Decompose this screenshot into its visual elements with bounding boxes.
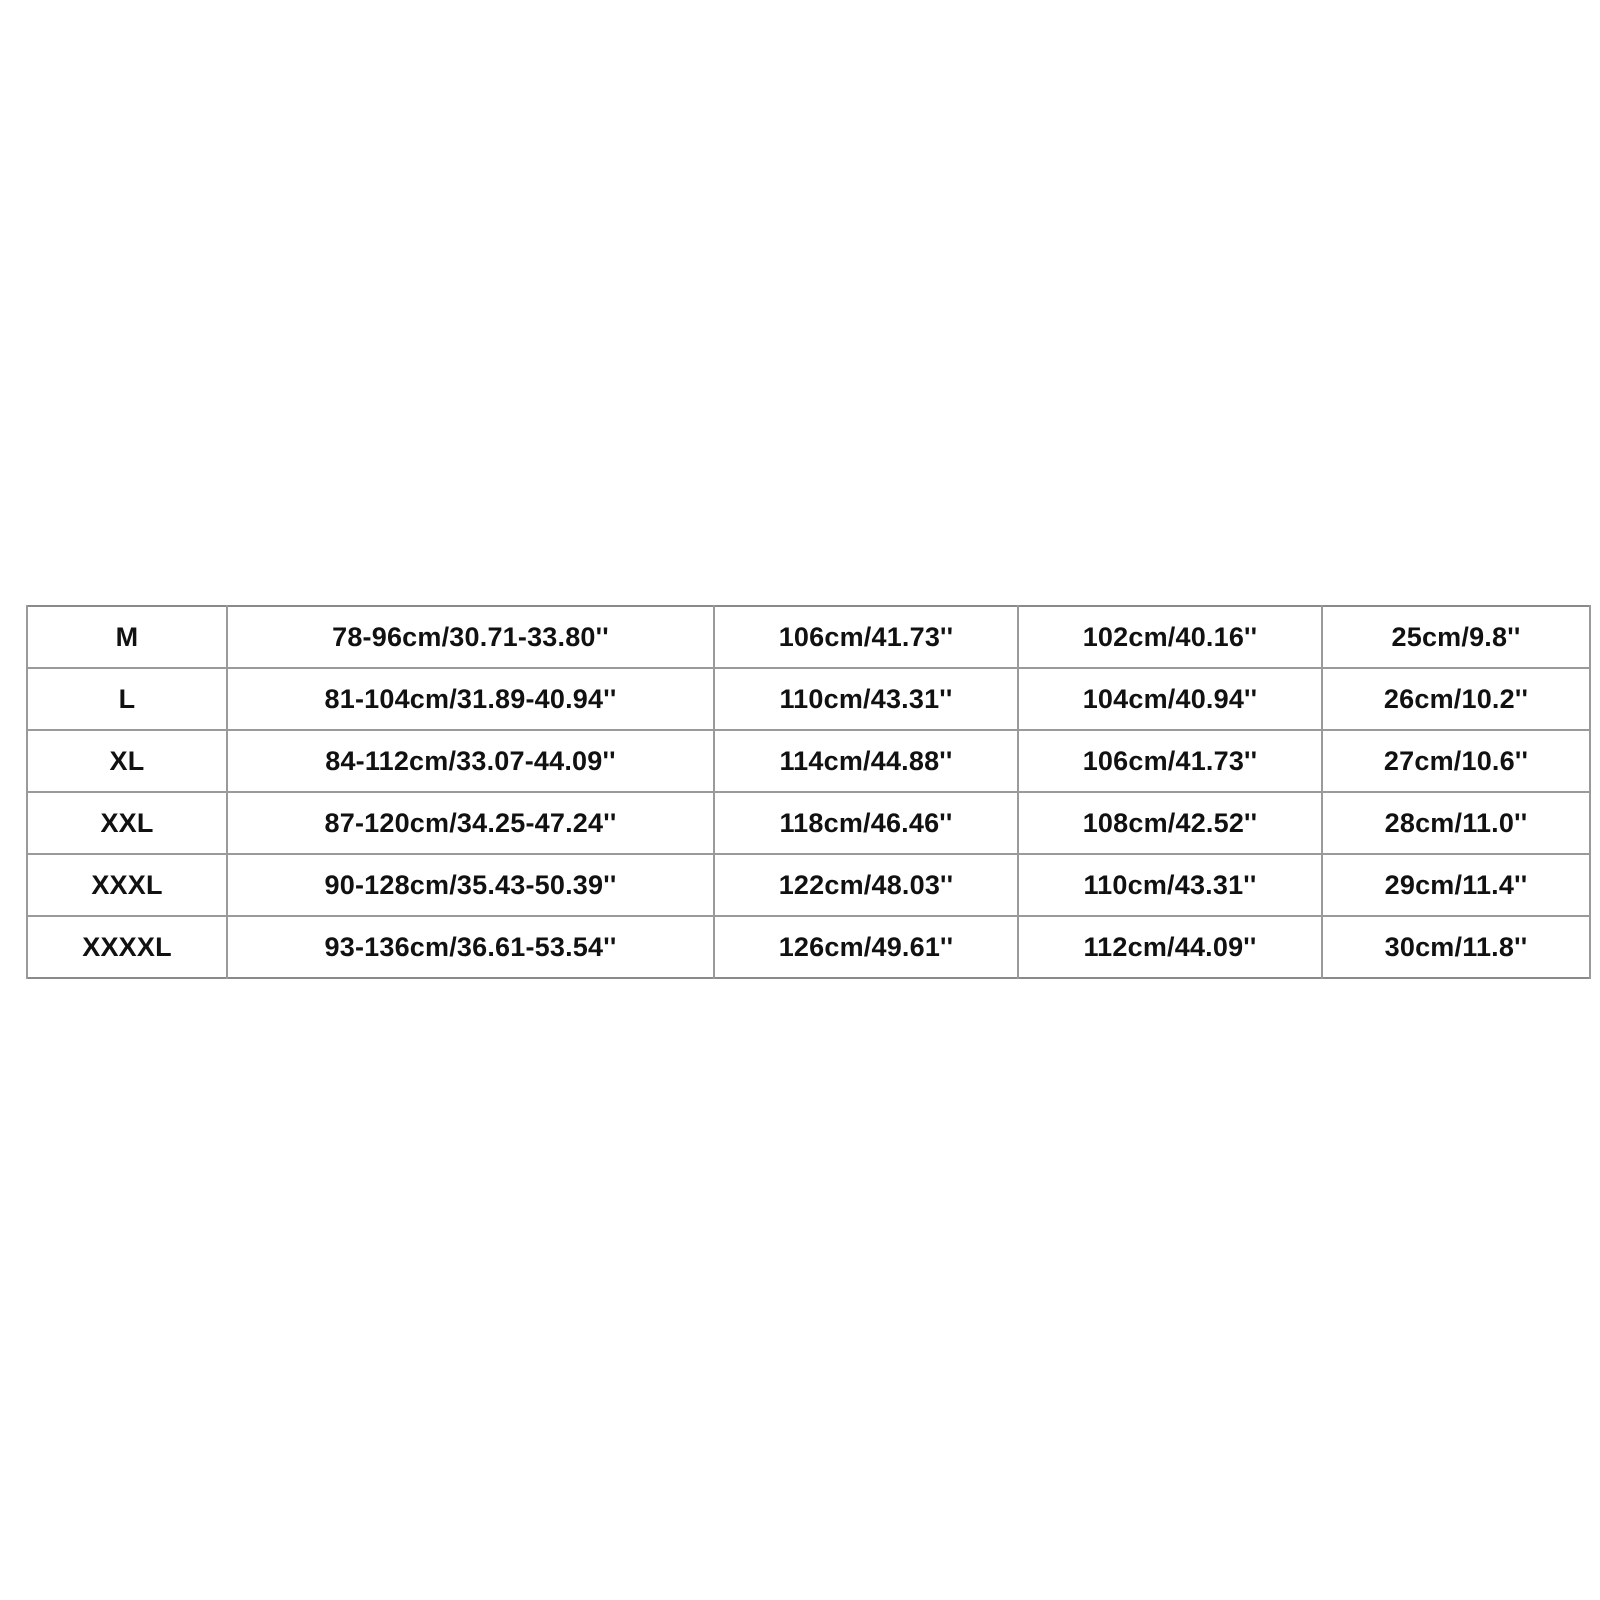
table-cell: 106cm/41.73'' <box>714 606 1018 668</box>
table-cell: 27cm/10.6'' <box>1322 730 1590 792</box>
table-cell: 104cm/40.94'' <box>1018 668 1322 730</box>
table-cell: 81-104cm/31.89-40.94'' <box>227 668 714 730</box>
size-label-cell: L <box>27 668 227 730</box>
size-label-cell: M <box>27 606 227 668</box>
table-cell: 102cm/40.16'' <box>1018 606 1322 668</box>
table-cell: 114cm/44.88'' <box>714 730 1018 792</box>
table-cell: 118cm/46.46'' <box>714 792 1018 854</box>
table-cell: 122cm/48.03'' <box>714 854 1018 916</box>
size-label-cell: XL <box>27 730 227 792</box>
table-cell: 30cm/11.8'' <box>1322 916 1590 978</box>
table-cell: 90-128cm/35.43-50.39'' <box>227 854 714 916</box>
table-row <box>27 668 1590 730</box>
table-cell: 29cm/11.4'' <box>1322 854 1590 916</box>
table-cell: 28cm/11.0'' <box>1322 792 1590 854</box>
size-chart-table <box>26 605 1591 979</box>
table-row <box>27 854 1590 916</box>
table-row <box>27 606 1590 668</box>
table-cell: 108cm/42.52'' <box>1018 792 1322 854</box>
table-cell: 93-136cm/36.61-53.54'' <box>227 916 714 978</box>
table-row <box>27 730 1590 792</box>
size-label-cell: XXXL <box>27 854 227 916</box>
table-cell: 110cm/43.31'' <box>714 668 1018 730</box>
table-cell: 78-96cm/30.71-33.80'' <box>227 606 714 668</box>
table-cell: 26cm/10.2'' <box>1322 668 1590 730</box>
table-cell: 87-120cm/34.25-47.24'' <box>227 792 714 854</box>
table-cell: 106cm/41.73'' <box>1018 730 1322 792</box>
table-row <box>27 792 1590 854</box>
table-cell: 112cm/44.09'' <box>1018 916 1322 978</box>
table-row <box>27 916 1590 978</box>
size-label-cell: XXXXL <box>27 916 227 978</box>
table-cell: 110cm/43.31'' <box>1018 854 1322 916</box>
table-cell: 126cm/49.61'' <box>714 916 1018 978</box>
size-label-cell: XXL <box>27 792 227 854</box>
table-cell: 25cm/9.8'' <box>1322 606 1590 668</box>
table-cell: 84-112cm/33.07-44.09'' <box>227 730 714 792</box>
